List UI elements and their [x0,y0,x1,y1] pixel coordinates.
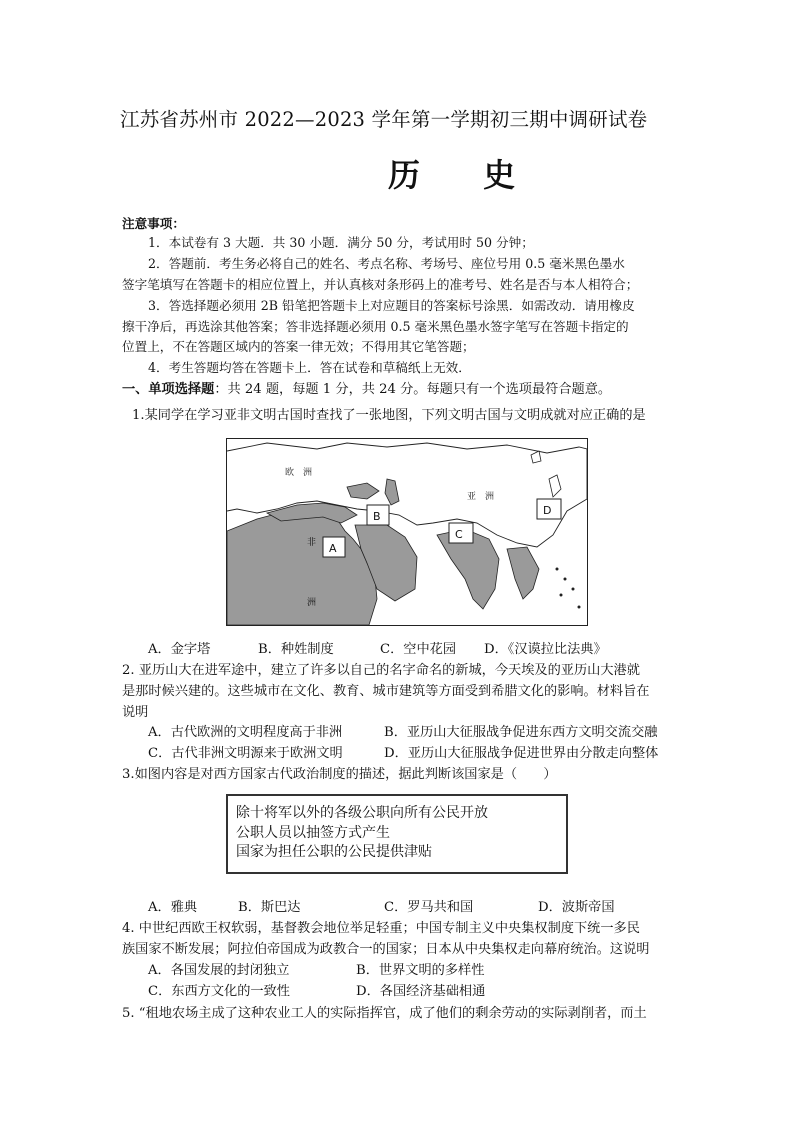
notice-line: 1．本试卷有 3 大题．共 30 小题．满分 50 分，考试用时 50 分钟； [148,235,534,250]
q3-option-b: B．斯巴达 [238,900,301,915]
q3-option-c: C．罗马共和国 [384,900,474,915]
q1-option-d: D．《汉谟拉比法典》 [484,642,607,657]
map-island-dot [578,606,581,609]
q1-option-c: C．空中花园 [380,642,457,657]
q4-option-b: B．世界文明的多样性 [356,963,485,978]
map-marker-d: D [543,504,552,517]
q2-option-a: A．古代欧洲的文明程度高于非洲 [148,725,343,740]
q1-option-a: A．金字塔 [148,642,211,657]
map-marker-b: B [373,510,381,523]
q2-option-d: D．亚历山大征服战争促进世界由分散走向整体 [384,746,659,761]
q2-option-c: C．古代非洲文明源来于欧洲文明 [148,746,343,761]
map-island-dot [560,594,563,597]
q2-option-b: B．亚历山大征服战争促进东西方文明交流交融 [384,725,658,740]
section-heading-label: 一、单项选择题 [122,382,215,397]
q3-box-line: 国家为担任公职的公民提供津贴 [236,844,432,860]
map-island-dot [556,568,559,571]
q1-map-svg [227,439,587,625]
map-black-sea [347,483,379,499]
map-caspian-sea [385,479,399,505]
question-2-line: 说明 [122,705,149,720]
question-1-stem: 1.某同学在学习亚非文明古国时查找了一张地图，下列文明古国与文明成就对应正确的是 [132,408,646,423]
q4-option-d: D．各国经济基础相通 [356,984,486,999]
exam-title: 江苏省苏州市 2022—2023 学年第一学期初三期中调研试卷 [120,108,648,131]
map-label-africa-bottom: 洲 [307,598,317,608]
map-label-europe: 欧 洲 [285,468,313,478]
question-5-line: 5. “租地农场主成了这种农业工人的实际指挥官，成了他们的剩余劳动的实际剥削者，而土 [122,1006,647,1021]
notice-heading: 注意事项： [122,216,185,231]
notice-line: 4．考生答题均答在答题卡上．答在试卷和草稿纸上无效． [148,360,471,375]
map-marker-a: A [329,542,337,555]
q1-option-b: B．种姓制度 [258,642,334,657]
map-island-dot [564,578,567,581]
q3-box-line: 除十将军以外的各级公职向所有公民开放 [236,805,488,821]
q3-option-a: A．雅典 [148,900,198,915]
map-africa-shape [227,511,377,625]
q3-text-box [226,794,568,874]
notice-line: 3．答选择题必须用 2B 铅笔把答题卡上对应题目的答案标号涂黑．如需改动．请用橡皮 [148,298,635,313]
notice-line: 位置上，不在答题区域内的答案一律无效；不得用其它笔答题； [122,339,475,354]
q4-option-c: C．东西方文化的一致性 [148,984,290,999]
question-2-line: 2. 亚历山大在进军途中，建立了许多以自己的名字命名的新城，今天埃及的亚历山大港就 [122,663,640,678]
question-4-line: 族国家不断发展；阿拉伯帝国成为政教合一的国家；日本从中央集权走向幕府统治。这说明 [122,942,650,957]
map-island-dot [572,588,575,591]
notice-line: 2．答题前．考生务必将自己的姓名、考点名称、考场号、座位号用 0.5 毫米黑色墨水 [148,256,625,271]
map-seasia-shape [507,547,539,599]
notice-line: 签字笔填写在答题卡的相应位置上，并认真核对条形码上的准考号、姓名是否与本人相符合； [122,277,639,292]
map-label-asia: 亚 洲 [467,492,495,502]
section-heading-rest: ：共 24 题，每题 1 分，共 24 分。每题只有一个选项最符合题意。 [214,382,612,397]
subject-title: 历 史 [388,156,542,194]
map-label-africa-top: 非 [307,538,317,548]
section-heading [122,378,611,397]
notice-line: 擦干净后，再选涂其他答案；答非选择题必须用 0.5 毫米黑色墨水签字笔写在答题卡指定的 [122,319,629,334]
q1-map [226,438,588,626]
q4-option-a: A．各国发展的封闭独立 [148,963,290,978]
question-2-line: 是那时候兴建的。这些城市在文化、教育、城市建筑等方面受到希腊文化的影响。材料旨在 [122,684,650,699]
question-3-stem: 3.如图内容是对西方国家古代政治制度的描述，据此判断该国家是（ ） [122,767,557,782]
question-4-line: 4. 中世纪西欧王权软弱，基督教会地位举足轻重；中国专制主义中央集权制度下统一多民 [122,921,640,936]
q3-box-line: 公职人员以抽签方式产生 [236,825,390,841]
map-japan-shape [549,475,561,497]
map-island-1 [531,451,541,463]
q3-option-d: D．波斯帝国 [538,900,615,915]
map-marker-c: C [455,528,463,541]
